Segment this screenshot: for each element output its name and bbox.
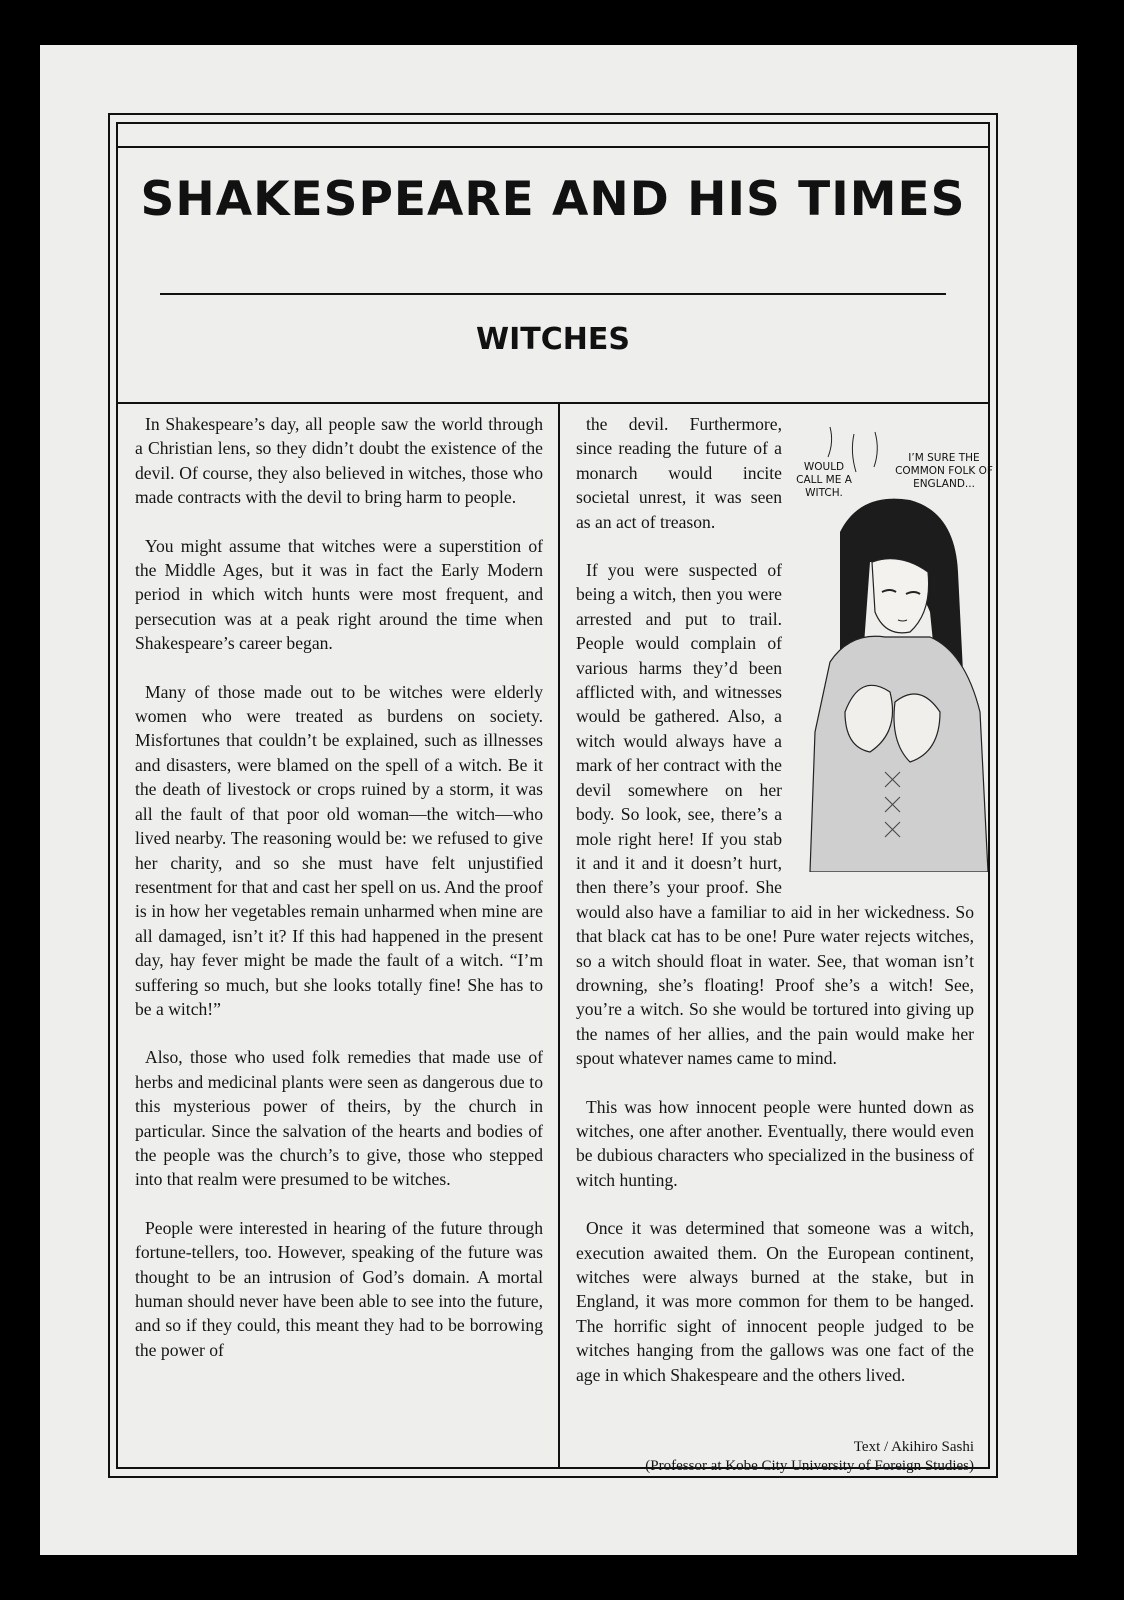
speech-bubble: WOULD CALL ME A WITCH. <box>796 461 852 499</box>
page-title: SHAKESPEARE AND HIS TIMES <box>140 172 966 227</box>
paragraph: If you were suspected of being a witch, then you were arrested and put to trail. People would complain of various harms they’d been afflicted with, and witnesses would be gathered. Also, a witch would always have a mark of her contract with the devil somewhere on her body. So look, see, there’s a mole right here! If you stab it and it and it doesn’t hurt, then there’s your proof. She would also have a familiar to aid in her wickedness. So that black cat has to be one! Pure water rejects witches, so a witch should float in water. See, that woman isn’t drowning, she’s floating! Proof she’s a witch! See, you’re a witch. So she would be tortured into giving up the names of her allies, and the pain would make her spout whatever names came to mind. <box>576 560 974 1069</box>
author-credit <box>645 1438 974 1476</box>
paragraph: This was how innocent people were hunted down as witches, one after another. Eventually, there would even be dubious characters who specialized in the business of witch hunting. <box>576 1096 974 1190</box>
paragraph: In Shakespeare’s day, all people saw the world through a Christian lens, so they didn’t doubt the existence of the devil. Of course, they also believed in witches, those who made contracts with the devil to bring harm to people. <box>135 414 543 508</box>
paragraph: You might assume that witches were a superstition of the Middle Ages, but it was in fact the Early Modern period in which witch hunts were most frequent, and persecution was at a peak right around the time when Shakespeare’s career began. <box>135 535 543 654</box>
manga-illustration <box>790 412 993 872</box>
paragraph: People were interested in hearing of the future through fortune-tellers, too. However, speaking of the future was thought to be an intrusion of God’s domain. A mortal human should never have been able to see into the future, and so if they could, this meant they had to be borrowing the power of <box>135 1217 543 1360</box>
title-rule <box>160 293 946 295</box>
column-divider <box>558 402 560 1469</box>
credit-author: Text / Akihiro Sashi <box>853 1439 974 1455</box>
left-column <box>135 412 543 1386</box>
right-column <box>576 412 993 1411</box>
paragraph: the devil. Furthermore, since reading the future of a monarch would incite societal unrest, it was seen as an act of treason. <box>576 414 782 532</box>
paragraph: Many of those made out to be witches were elderly women who were treated as burdens on society. Misfortunes that couldn’t be explained, such as illnesses and disasters, were blamed on the spell of a witch. Be it the death of livestock or crops ruined by a storm, it was all the fault of that poor old woman—the witch—who lived nearby. The reasoning would be: we refused to give her charity, and so she must have felt unjustified resentment for that and cast her spell on us. And the proof is in how her vegetables remain unharmed when mine are all damaged, isn’t it? If this had happened in the present day, hay fever might be made the fault of a witch. “I’m suffering so much, but she looks totally fine! She has to be a witch!” <box>135 681 543 1019</box>
speech-bubble: I’M SURE THE COMMON FOLK OF ENGLAND... <box>895 452 993 490</box>
title-band <box>116 122 990 148</box>
header-divider <box>116 402 990 404</box>
section-subtitle: WITCHES <box>476 322 630 357</box>
paragraph: Also, those who used folk remedies that made use of herbs and medicinal plants were seen as dangerous due to this mysterious power of theirs, by the church in particular. Since the salvation of the hearts and bodies of the people was the church’s to give, those who stepped into that realm were presumed to be witches. <box>135 1047 543 1190</box>
paragraph: Once it was determined that someone was a witch, execution awaited them. On the European continent, witches were always burned at the stake, but in England, it was more common for them to be hanged. The horrific sight of innocent people judged to be witches hanging from the gallows was one fact of the age in which Shakespeare and the others lived. <box>576 1218 974 1385</box>
credit-affiliation: (Professor at Kobe City University of Foreign Studies) <box>645 1458 974 1474</box>
